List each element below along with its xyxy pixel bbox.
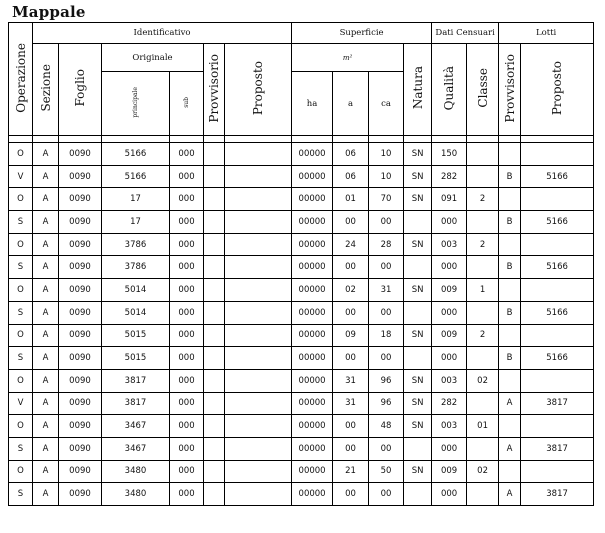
cell-ca: 48 bbox=[369, 415, 404, 438]
cell-natura: SN bbox=[404, 369, 432, 392]
cell-principale: 5015 bbox=[102, 324, 170, 347]
cell-sub: 000 bbox=[170, 188, 204, 211]
cell-natura: SN bbox=[404, 392, 432, 415]
table-row bbox=[9, 301, 594, 324]
cell-principale: 3786 bbox=[102, 233, 170, 256]
cell-proposto bbox=[225, 143, 292, 166]
cell-ha: 00000 bbox=[292, 188, 333, 211]
cell-principale: 5014 bbox=[102, 301, 170, 324]
cell-lotti-proposto bbox=[521, 233, 594, 256]
cell-sezione: A bbox=[33, 279, 59, 302]
table-row bbox=[9, 369, 594, 392]
cell-sub: 000 bbox=[170, 460, 204, 483]
cell-principale: 3467 bbox=[102, 415, 170, 438]
cell-provvisorio bbox=[204, 347, 225, 370]
cell-provvisorio bbox=[204, 143, 225, 166]
header-sub: sub bbox=[170, 72, 204, 136]
cell-natura bbox=[404, 347, 432, 370]
cell-sub: 000 bbox=[170, 347, 204, 370]
cell-a: 01 bbox=[333, 188, 369, 211]
header-classe: Classe bbox=[467, 44, 499, 136]
cell-principale: 17 bbox=[102, 211, 170, 234]
cell-sezione: A bbox=[33, 415, 59, 438]
cell-proposto bbox=[225, 415, 292, 438]
cell-ha: 00000 bbox=[292, 143, 333, 166]
cell-qualita: 003 bbox=[432, 415, 467, 438]
table-row bbox=[9, 437, 594, 460]
cell-operazione: S bbox=[9, 301, 33, 324]
cell-principale: 5166 bbox=[102, 165, 170, 188]
cell-a: 24 bbox=[333, 233, 369, 256]
cell-lotti-proposto: 5166 bbox=[521, 256, 594, 279]
cell-proposto bbox=[225, 347, 292, 370]
cell-sub: 000 bbox=[170, 324, 204, 347]
header-sezione: Sezione bbox=[33, 44, 59, 136]
header-provvisorio: Provvisorio bbox=[204, 44, 225, 136]
cell-sezione: A bbox=[33, 347, 59, 370]
cell-sub: 000 bbox=[170, 415, 204, 438]
cell-classe bbox=[467, 143, 499, 166]
table-row bbox=[9, 279, 594, 302]
cell-qualita: 009 bbox=[432, 460, 467, 483]
cell-operazione: O bbox=[9, 324, 33, 347]
cell-ha: 00000 bbox=[292, 324, 333, 347]
cell-ca: 28 bbox=[369, 233, 404, 256]
cell-qualita: 003 bbox=[432, 369, 467, 392]
cell-a: 02 bbox=[333, 279, 369, 302]
cell-proposto bbox=[225, 437, 292, 460]
header-principale: principale bbox=[102, 72, 170, 136]
cell-natura bbox=[404, 256, 432, 279]
cell-qualita: 009 bbox=[432, 324, 467, 347]
cell-operazione: S bbox=[9, 437, 33, 460]
cell-lotti-proposto: 3817 bbox=[521, 437, 594, 460]
cell-proposto bbox=[225, 165, 292, 188]
cell-ha: 00000 bbox=[292, 165, 333, 188]
cell-lotti-proposto bbox=[521, 369, 594, 392]
cell-proposto bbox=[225, 233, 292, 256]
cell-natura: SN bbox=[404, 415, 432, 438]
cell-natura: SN bbox=[404, 165, 432, 188]
cell-ha: 00000 bbox=[292, 392, 333, 415]
cell-sezione: A bbox=[33, 188, 59, 211]
cell-lotti-provvisorio bbox=[499, 415, 521, 438]
cell-lotti-proposto: 3817 bbox=[521, 392, 594, 415]
cell-operazione: S bbox=[9, 211, 33, 234]
cell-classe: 01 bbox=[467, 415, 499, 438]
cell-lotti-proposto bbox=[521, 460, 594, 483]
cell-lotti-proposto: 5166 bbox=[521, 347, 594, 370]
cell-lotti-provvisorio: A bbox=[499, 437, 521, 460]
cell-principale: 3480 bbox=[102, 483, 170, 506]
cell-ca: 10 bbox=[369, 143, 404, 166]
cell-natura bbox=[404, 437, 432, 460]
cell-classe bbox=[467, 392, 499, 415]
cell-sezione: A bbox=[33, 437, 59, 460]
cell-qualita: 282 bbox=[432, 392, 467, 415]
cell-provvisorio bbox=[204, 460, 225, 483]
cell-foglio: 0090 bbox=[59, 233, 102, 256]
cell-qualita: 091 bbox=[432, 188, 467, 211]
cell-foglio: 0090 bbox=[59, 415, 102, 438]
cell-operazione: O bbox=[9, 188, 33, 211]
cell-ca: 00 bbox=[369, 301, 404, 324]
cell-ha: 00000 bbox=[292, 256, 333, 279]
cell-a: 31 bbox=[333, 392, 369, 415]
header-lotti-proposto: Proposto bbox=[521, 44, 594, 136]
cell-lotti-proposto: 5166 bbox=[521, 165, 594, 188]
cell-ha: 00000 bbox=[292, 233, 333, 256]
cell-provvisorio bbox=[204, 233, 225, 256]
table-row bbox=[9, 460, 594, 483]
cell-classe bbox=[467, 165, 499, 188]
cell-a: 09 bbox=[333, 324, 369, 347]
cell-lotti-proposto: 5166 bbox=[521, 211, 594, 234]
cell-sezione: A bbox=[33, 324, 59, 347]
cell-sub: 000 bbox=[170, 256, 204, 279]
cell-sub: 000 bbox=[170, 483, 204, 506]
cell-provvisorio bbox=[204, 392, 225, 415]
cell-principale: 3786 bbox=[102, 256, 170, 279]
cell-classe: 2 bbox=[467, 324, 499, 347]
header-natura: Natura bbox=[404, 44, 432, 136]
cell-lotti-proposto: 5166 bbox=[521, 301, 594, 324]
cell-foglio: 0090 bbox=[59, 324, 102, 347]
cell-ha: 00000 bbox=[292, 301, 333, 324]
cell-natura bbox=[404, 211, 432, 234]
cell-principale: 5014 bbox=[102, 279, 170, 302]
cell-qualita: 282 bbox=[432, 165, 467, 188]
cell-sezione: A bbox=[33, 233, 59, 256]
cell-classe: 02 bbox=[467, 460, 499, 483]
cell-sezione: A bbox=[33, 165, 59, 188]
cell-ca: 18 bbox=[369, 324, 404, 347]
cell-natura: SN bbox=[404, 279, 432, 302]
cell-principale: 3817 bbox=[102, 392, 170, 415]
cell-proposto bbox=[225, 188, 292, 211]
cell-sezione: A bbox=[33, 483, 59, 506]
table-row bbox=[9, 392, 594, 415]
cell-classe bbox=[467, 347, 499, 370]
cell-natura: SN bbox=[404, 143, 432, 166]
cell-operazione: O bbox=[9, 460, 33, 483]
cell-ha: 00000 bbox=[292, 483, 333, 506]
cell-lotti-provvisorio: B bbox=[499, 256, 521, 279]
mappale-table bbox=[8, 22, 594, 506]
cell-proposto bbox=[225, 324, 292, 347]
cell-ha: 00000 bbox=[292, 460, 333, 483]
cell-ha: 00000 bbox=[292, 415, 333, 438]
cell-a: 21 bbox=[333, 460, 369, 483]
cell-foglio: 0090 bbox=[59, 301, 102, 324]
cell-proposto bbox=[225, 483, 292, 506]
cell-principale: 3817 bbox=[102, 369, 170, 392]
cell-provvisorio bbox=[204, 165, 225, 188]
cell-ca: 00 bbox=[369, 256, 404, 279]
cell-qualita: 000 bbox=[432, 483, 467, 506]
cell-qualita: 000 bbox=[432, 256, 467, 279]
cell-classe: 1 bbox=[467, 279, 499, 302]
cell-sezione: A bbox=[33, 369, 59, 392]
cell-a: 00 bbox=[333, 483, 369, 506]
header-lotti: Lotti bbox=[499, 23, 594, 44]
cell-provvisorio bbox=[204, 256, 225, 279]
cell-a: 00 bbox=[333, 437, 369, 460]
cell-lotti-provvisorio: B bbox=[499, 211, 521, 234]
cell-qualita: 009 bbox=[432, 279, 467, 302]
cell-lotti-provvisorio bbox=[499, 369, 521, 392]
cell-a: 00 bbox=[333, 301, 369, 324]
cell-foglio: 0090 bbox=[59, 256, 102, 279]
cell-ca: 00 bbox=[369, 347, 404, 370]
cell-ha: 00000 bbox=[292, 347, 333, 370]
cell-lotti-provvisorio: B bbox=[499, 165, 521, 188]
cell-operazione: V bbox=[9, 392, 33, 415]
cell-ha: 00000 bbox=[292, 437, 333, 460]
cell-sub: 000 bbox=[170, 392, 204, 415]
cell-sub: 000 bbox=[170, 143, 204, 166]
cell-natura bbox=[404, 301, 432, 324]
cell-foglio: 0090 bbox=[59, 347, 102, 370]
cell-lotti-provvisorio: A bbox=[499, 483, 521, 506]
header-proposto: Proposto bbox=[225, 44, 292, 136]
header-unit: m² bbox=[292, 44, 404, 72]
cell-natura: SN bbox=[404, 233, 432, 256]
cell-ca: 00 bbox=[369, 211, 404, 234]
cell-natura: SN bbox=[404, 460, 432, 483]
table-row bbox=[9, 233, 594, 256]
cell-operazione: O bbox=[9, 369, 33, 392]
cell-a: 31 bbox=[333, 369, 369, 392]
cell-ca: 10 bbox=[369, 165, 404, 188]
cell-operazione: O bbox=[9, 233, 33, 256]
table-row bbox=[9, 165, 594, 188]
cell-operazione: O bbox=[9, 279, 33, 302]
cell-natura: SN bbox=[404, 188, 432, 211]
cell-operazione: V bbox=[9, 165, 33, 188]
cell-operazione: S bbox=[9, 347, 33, 370]
cell-proposto bbox=[225, 301, 292, 324]
page-title: Mappale bbox=[12, 3, 86, 21]
cell-principale: 3480 bbox=[102, 460, 170, 483]
cell-qualita: 000 bbox=[432, 301, 467, 324]
header-ca: ca bbox=[369, 72, 404, 136]
cell-lotti-provvisorio: B bbox=[499, 347, 521, 370]
cell-ha: 00000 bbox=[292, 211, 333, 234]
cell-a: 06 bbox=[333, 165, 369, 188]
cell-foglio: 0090 bbox=[59, 460, 102, 483]
cell-operazione: S bbox=[9, 483, 33, 506]
cell-a: 06 bbox=[333, 143, 369, 166]
cell-foglio: 0090 bbox=[59, 483, 102, 506]
table-body bbox=[9, 143, 594, 506]
cell-natura bbox=[404, 483, 432, 506]
cell-classe: 2 bbox=[467, 188, 499, 211]
cell-proposto bbox=[225, 460, 292, 483]
cell-sub: 000 bbox=[170, 165, 204, 188]
cell-lotti-proposto: 3817 bbox=[521, 483, 594, 506]
cell-sub: 000 bbox=[170, 211, 204, 234]
cell-proposto bbox=[225, 211, 292, 234]
cell-classe bbox=[467, 483, 499, 506]
cell-operazione: O bbox=[9, 415, 33, 438]
cell-sub: 000 bbox=[170, 369, 204, 392]
table-row bbox=[9, 143, 594, 166]
cell-principale: 5015 bbox=[102, 347, 170, 370]
cell-foglio: 0090 bbox=[59, 392, 102, 415]
cell-lotti-provvisorio: B bbox=[499, 301, 521, 324]
cell-qualita: 000 bbox=[432, 211, 467, 234]
header-operazione: Operazione bbox=[9, 23, 33, 136]
table-row bbox=[9, 483, 594, 506]
cell-provvisorio bbox=[204, 437, 225, 460]
cell-lotti-provvisorio bbox=[499, 279, 521, 302]
cell-lotti-provvisorio: A bbox=[499, 392, 521, 415]
cell-foglio: 0090 bbox=[59, 279, 102, 302]
cell-sezione: A bbox=[33, 211, 59, 234]
header-originale: Originale bbox=[102, 44, 204, 72]
cell-foglio: 0090 bbox=[59, 369, 102, 392]
cell-lotti-provvisorio bbox=[499, 324, 521, 347]
cell-lotti-proposto bbox=[521, 143, 594, 166]
header-superficie: Superficie bbox=[292, 23, 432, 44]
cell-ca: 96 bbox=[369, 369, 404, 392]
cell-qualita: 003 bbox=[432, 233, 467, 256]
cell-lotti-provvisorio bbox=[499, 460, 521, 483]
table-row bbox=[9, 211, 594, 234]
cell-sezione: A bbox=[33, 143, 59, 166]
cell-classe bbox=[467, 437, 499, 460]
cell-qualita: 150 bbox=[432, 143, 467, 166]
cell-provvisorio bbox=[204, 415, 225, 438]
cell-provvisorio bbox=[204, 301, 225, 324]
cell-provvisorio bbox=[204, 324, 225, 347]
cell-sub: 000 bbox=[170, 437, 204, 460]
cell-proposto bbox=[225, 369, 292, 392]
cell-lotti-provvisorio bbox=[499, 188, 521, 211]
cell-ca: 96 bbox=[369, 392, 404, 415]
cell-foglio: 0090 bbox=[59, 188, 102, 211]
cell-sezione: A bbox=[33, 460, 59, 483]
cell-a: 00 bbox=[333, 415, 369, 438]
cell-classe: 2 bbox=[467, 233, 499, 256]
cell-ca: 31 bbox=[369, 279, 404, 302]
cell-sub: 000 bbox=[170, 279, 204, 302]
cell-a: 00 bbox=[333, 347, 369, 370]
cell-ha: 00000 bbox=[292, 279, 333, 302]
cell-principale: 5166 bbox=[102, 143, 170, 166]
cell-lotti-proposto bbox=[521, 279, 594, 302]
cell-ca: 00 bbox=[369, 437, 404, 460]
cell-ca: 70 bbox=[369, 188, 404, 211]
table-row bbox=[9, 188, 594, 211]
cell-foglio: 0090 bbox=[59, 165, 102, 188]
cell-lotti-proposto bbox=[521, 188, 594, 211]
cell-principale: 3467 bbox=[102, 437, 170, 460]
cell-provvisorio bbox=[204, 279, 225, 302]
cell-classe bbox=[467, 211, 499, 234]
cell-provvisorio bbox=[204, 369, 225, 392]
header-ha: ha bbox=[292, 72, 333, 136]
header-foglio: Foglio bbox=[59, 44, 102, 136]
cell-ca: 00 bbox=[369, 483, 404, 506]
cell-operazione: O bbox=[9, 143, 33, 166]
cell-principale: 17 bbox=[102, 188, 170, 211]
cell-provvisorio bbox=[204, 483, 225, 506]
header-lotti-provvisorio: Provvisorio bbox=[499, 44, 521, 136]
cell-proposto bbox=[225, 392, 292, 415]
cell-sezione: A bbox=[33, 392, 59, 415]
cell-operazione: S bbox=[9, 256, 33, 279]
cell-classe bbox=[467, 256, 499, 279]
cell-proposto bbox=[225, 279, 292, 302]
header-qualita: Qualità bbox=[432, 44, 467, 136]
cell-provvisorio bbox=[204, 211, 225, 234]
cell-foglio: 0090 bbox=[59, 143, 102, 166]
cell-foglio: 0090 bbox=[59, 437, 102, 460]
cell-proposto bbox=[225, 256, 292, 279]
cell-sezione: A bbox=[33, 256, 59, 279]
cell-sezione: A bbox=[33, 301, 59, 324]
header-identificativo: Identificativo bbox=[33, 23, 292, 44]
cell-natura: SN bbox=[404, 324, 432, 347]
table-row bbox=[9, 347, 594, 370]
cell-ha: 00000 bbox=[292, 369, 333, 392]
cell-qualita: 000 bbox=[432, 347, 467, 370]
cell-provvisorio bbox=[204, 188, 225, 211]
cell-a: 00 bbox=[333, 256, 369, 279]
header-spacer bbox=[9, 136, 594, 143]
table-row bbox=[9, 324, 594, 347]
cell-lotti-proposto bbox=[521, 324, 594, 347]
cell-sub: 000 bbox=[170, 233, 204, 256]
cell-classe: 02 bbox=[467, 369, 499, 392]
cell-lotti-provvisorio bbox=[499, 233, 521, 256]
cell-sub: 000 bbox=[170, 301, 204, 324]
cell-foglio: 0090 bbox=[59, 211, 102, 234]
cell-lotti-provvisorio bbox=[499, 143, 521, 166]
header-a: a bbox=[333, 72, 369, 136]
table-row bbox=[9, 415, 594, 438]
cell-ca: 50 bbox=[369, 460, 404, 483]
cell-qualita: 000 bbox=[432, 437, 467, 460]
cell-classe bbox=[467, 301, 499, 324]
header-dati-censuari: Dati Censuari bbox=[432, 23, 499, 44]
cell-lotti-proposto bbox=[521, 415, 594, 438]
table-row bbox=[9, 256, 594, 279]
cell-a: 00 bbox=[333, 211, 369, 234]
